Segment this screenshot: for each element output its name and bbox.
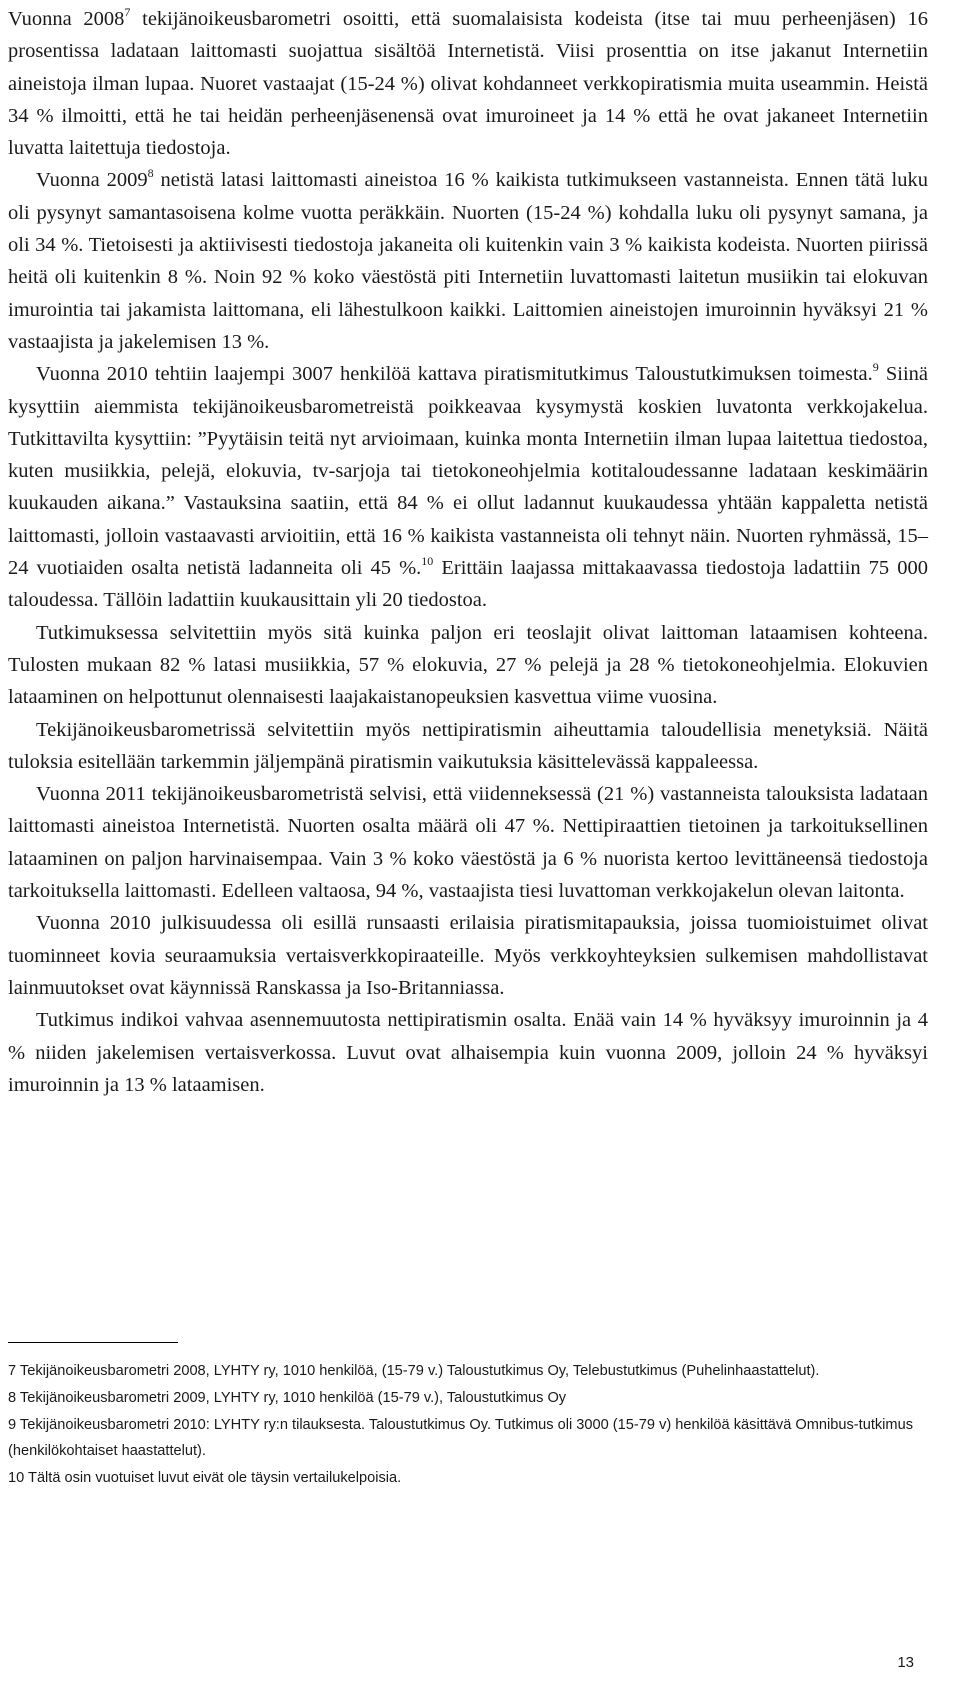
paragraph-3 bbox=[8, 358, 928, 616]
paragraph-7: Vuonna 2010 julkisuudessa oli esillä runsaasti erilaisia piratismitapauksia, joissa tuomioistuimet olivat tuominneet kovia seuraamuksia vertaisverkkopiraateille. Myös verkkoyhteyksien sulkemisen mahdollistavat lainmuutokset ovat käynnissä Ranskassa ja Iso-Britanniassa. bbox=[8, 912, 928, 999]
page-number: 13 bbox=[897, 1654, 914, 1671]
paragraph-1 bbox=[8, 3, 928, 164]
paragraph-6: Vuonna 2011 tekijänoikeusbarometristä selvisi, että viidenneksessä (21 %) vastanneista talouksista ladataan laittomasti aineistoa Internetistä. Nuorten osalta määrä oli 47 %. Nettipiraattien tietoinen ja tarkoituksellinen lataaminen on paljon harvinaisempaa. Vain 3 % koko väestöstä ja 6 % nuorista kertoo levittäneensä tiedostoja tarkoituksella laittomasti. Edelleen valtaosa, 94 %, vastaajista tiesi luvattoman verkkojakelun olevan laitonta. bbox=[8, 783, 928, 903]
footnote-divider bbox=[8, 1342, 178, 1343]
body-text bbox=[8, 0, 928, 1101]
footnote-ref-8[interactable]: 8 bbox=[147, 166, 154, 181]
paragraph-text: Siinä kysyttiin aiemmista tekijänoikeusbarometreistä poikkeavaa kysymystä koskien luvatonta verkkojakelua. Tutkittavilta kysyttiin: ”Pyytäisin teitä nyt arvioimaan, kuinka monta Internetiin ilman lupaa laitettua tiedostoa, kuten musiikkia, pelejä, elokuvia, tv-sarjoja tai tietokoneohjelmia kotitaloudessanne ladataan keskimäärin kuukauden aikana.” Vastauksina saatiin, että 84 % ei ollut ladannut kuukaudessa yhtään kappaletta netistä laittomasti, jolloin vastaavasti arvioitiin, että 16 % kaikista vastanneista oli tehnyt näin. Nuorten ryhmässä, 15–24 vuotiaiden osalta netistä ladanneita oli 45 %. bbox=[8, 363, 928, 580]
paragraph-2 bbox=[8, 164, 928, 358]
footnote-ref-9[interactable]: 9 bbox=[872, 360, 879, 375]
paragraph-text: Vuonna 2009 bbox=[36, 169, 148, 192]
footnote-8: 8 Tekijänoikeusbarometri 2009, LYHTY ry, 1010 henkilöä (15-79 v.), Taloustutkimus Oy bbox=[8, 1389, 567, 1406]
paragraph-text: tekijänoikeusbarometri osoitti, että suomalaisista kodeista (itse tai muu perheenjäsen) 16 prosentissa ladataan laittomasti suojattua sisältöä Internetistä. Viisi prosenttia on itse jakanut Internetiin aineistoja ilman lupaa. Nuoret vastaajat (15-24 %) olivat kohdanneet verkkopiratismia muita useammin. Heistä 34 % ilmoitti, että he tai heidän perheenjäsenensä ovat imuroineet ja 14 % että he ovat jakaneet Internetiin luvatta laitettuja tiedostoja. bbox=[8, 8, 928, 160]
paragraph-text: netistä latasi laittomasti aineistoa 16 % kaikista tutkimukseen vastanneista. Ennen tätä luku oli pysynyt samantasoisena kolme vuotta peräkkäin. Nuorten (15-24 %) kohdalla luku oli pysynyt samana, ja oli 34 %. Tietoisesti ja aktiivisesti tiedostoja jakaneita oli kuitenkin vain 3 % kaikista kodeista. Nuorten piirissä heitä oli kuitenkin 8 %. Noin 92 % koko väestöstä piti Internetiin luvattomasti laitetun musiikin tai elokuvan imurointia tai jakamista laittomana, eli lähestulkoon kaikki. Laittomien aineistojen imuroinnin hyväksyi 21 % vastaajista ja jakelemisen 13 %. bbox=[8, 169, 928, 353]
footnote-ref-10[interactable]: 10 bbox=[421, 554, 434, 569]
paragraph-text: Erittäin laajassa mittakaavassa tiedostoja ladattiin 75 000 taloudessa. Tällöin ladattiin kuukausittain yli 20 tiedostoa. bbox=[8, 557, 928, 612]
footnote-ref-7[interactable]: 7 bbox=[124, 5, 131, 19]
footnotes bbox=[8, 1358, 913, 1492]
footnote-7: 7 Tekijänoikeusbarometri 2008, LYHTY ry, 1010 henkilöä, (15-79 v.) Taloustutkimus Oy, Telebustutkimus (Puhelinhaastattelut). bbox=[8, 1363, 820, 1379]
paragraph-text: Vuonna 2010 tehtiin laajempi 3007 henkilöä kattava piratismitutkimus Taloustutkimuksen toimesta. bbox=[36, 363, 873, 386]
paragraph-4: Tutkimuksessa selvitettiin myös sitä kuinka paljon eri teoslajit olivat laittoman lataamisen kohteena. Tulosten mukaan 82 % latasi musiikkia, 57 % elokuvia, 27 % pelejä ja 28 % tietokoneohjelmia. Elokuvien lataaminen on helpottunut olennaisesti laajakaistanopeuksien kasvettua viime vuosina. bbox=[8, 621, 928, 709]
paragraph-text: Vuonna 2008 bbox=[8, 8, 125, 30]
paragraph-5: Tekijänoikeusbarometrissä selvitettiin myös nettipiratismin aiheuttamia taloudellisia menetyksiä. Näitä tuloksia esitellään tarkemmin jäljempänä piratismin vaikutuksia käsittelevässä kappaleessa. bbox=[8, 718, 928, 773]
footnote-9: 9 Tekijänoikeusbarometri 2010: LYHTY ry:n tilauksesta. Taloustutkimus Oy. Tutkimus oli 3000 (15-79 v) henkilöä käsittävä Omnibus-tutkimus (henkilökohtaiset haastattelut). bbox=[8, 1416, 913, 1460]
document-page bbox=[8, 0, 928, 1696]
footnote-10: 10 Tältä osin vuotuiset luvut eivät ole täysin vertailukelpoisia. bbox=[8, 1470, 402, 1487]
paragraph-8: Tutkimus indikoi vahvaa asennemuutosta nettipiratismin osalta. Enää vain 14 % hyväksyy imuroinnin ja 4 % niiden jakelemisen vertaisverkossa. Luvut ovat alhaisempia kuin vuonna 2009, jolloin 24 % hyväksyi imuroinnin ja 13 % lataamisen. bbox=[8, 1009, 928, 1096]
